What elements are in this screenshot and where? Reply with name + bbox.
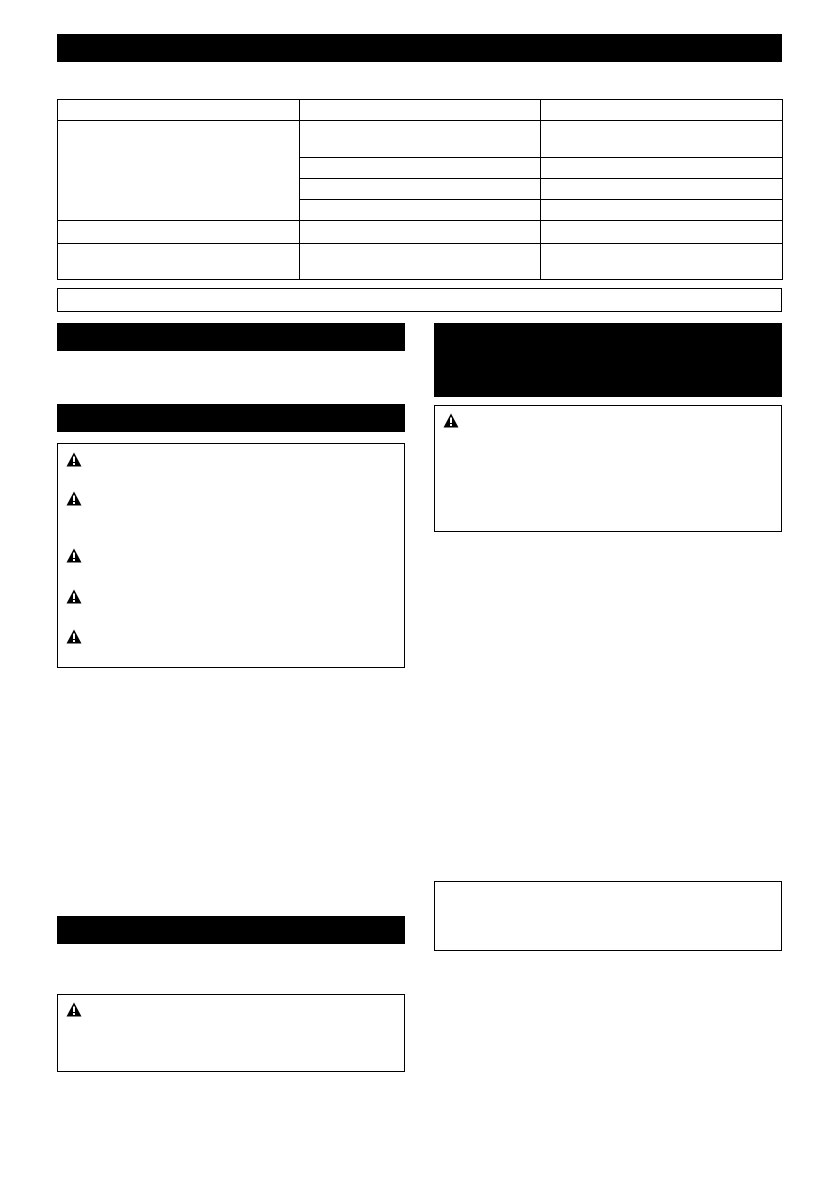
- table-cell: [300, 158, 541, 179]
- table-row: [58, 244, 783, 280]
- specification-table: [57, 99, 783, 280]
- table-cell: [300, 179, 541, 200]
- table-row: [58, 100, 783, 121]
- table-cell: [541, 121, 783, 158]
- table-row: [58, 221, 783, 244]
- section-heading-bar: [57, 323, 405, 351]
- table-cell: [300, 244, 541, 280]
- warning-box: [57, 994, 405, 1072]
- table-cell: [300, 200, 541, 221]
- table-cell: [541, 221, 783, 244]
- table-cell: [541, 179, 783, 200]
- table-cell: [58, 100, 300, 121]
- warning-triangle-icon: [66, 548, 82, 563]
- warning-box: [434, 405, 782, 532]
- table-cell: [300, 221, 541, 244]
- table-cell: [541, 158, 783, 179]
- table-cell: [541, 200, 783, 221]
- table-cell: [300, 100, 541, 121]
- warning-triangle-icon: [66, 491, 82, 506]
- section-heading-bar: [434, 323, 782, 397]
- warning-triangle-icon: [66, 452, 82, 467]
- section-heading-bar: [57, 404, 405, 432]
- table-cell: [58, 221, 300, 244]
- table-cell: [541, 244, 783, 280]
- warning-triangle-icon: [66, 1002, 82, 1017]
- section-heading-bar: [57, 916, 405, 944]
- table-cell: [300, 121, 541, 158]
- table-cell: [58, 244, 300, 280]
- warning-box: [57, 443, 405, 668]
- table-cell: [541, 100, 783, 121]
- table-cell: [58, 121, 300, 221]
- note-box: [57, 288, 782, 312]
- table-row: [58, 121, 783, 158]
- note-box: [434, 881, 782, 951]
- warning-triangle-icon: [66, 589, 82, 604]
- warning-triangle-icon: [443, 413, 459, 428]
- title-bar: [57, 34, 782, 62]
- warning-triangle-icon: [66, 629, 82, 644]
